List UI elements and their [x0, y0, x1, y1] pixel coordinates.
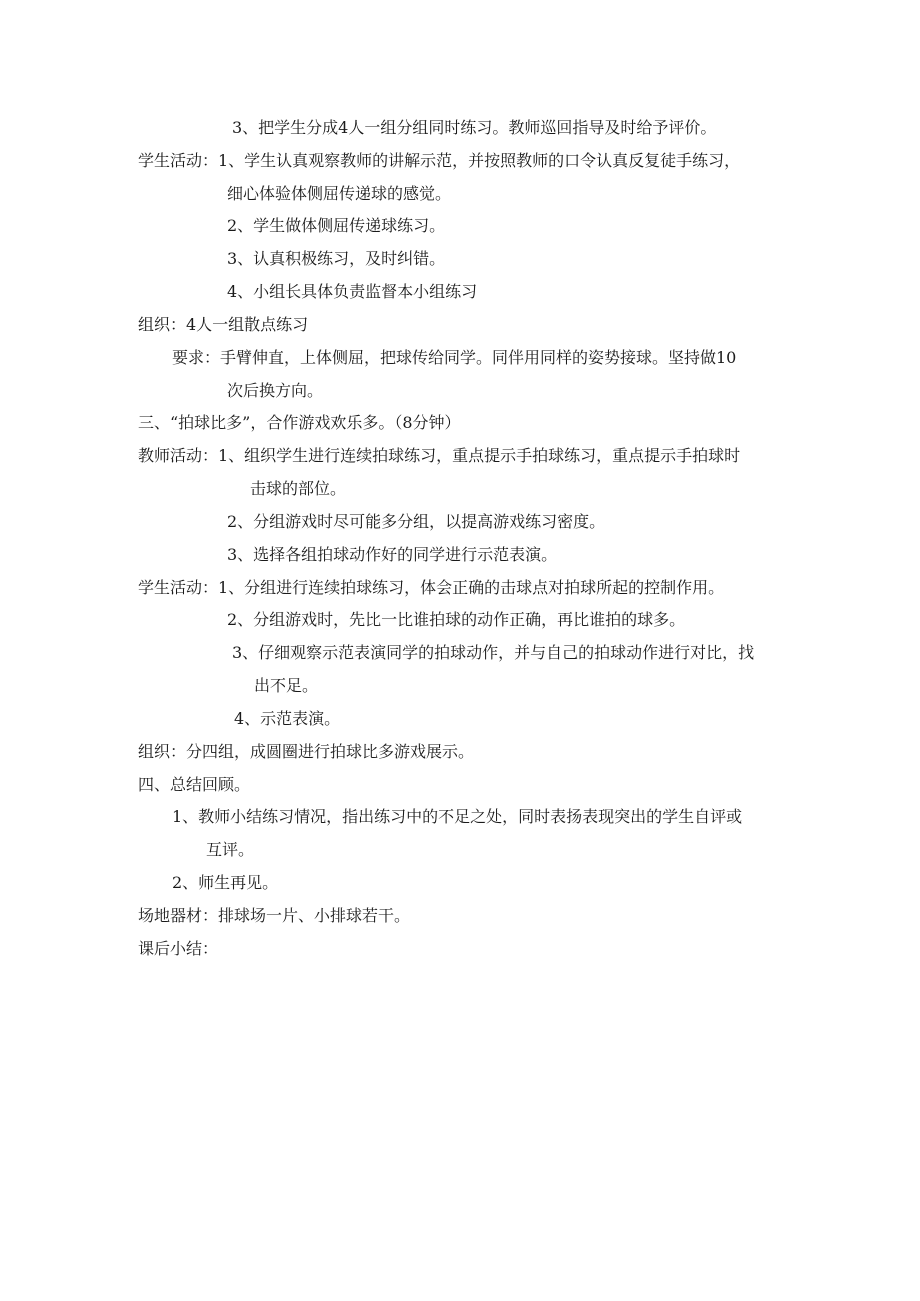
text-line: 3、仔细观察示范表演同学的拍球动作，并与自己的拍球动作进行对比，找 [232, 643, 755, 662]
text-line: 击球的部位。 [250, 479, 347, 498]
text-line: 2、师生再见。 [172, 873, 279, 892]
text-line: 组织：4人一组散点练习 [138, 315, 309, 334]
text-line: 出不足。 [254, 676, 319, 695]
text-line: 要求：手臂伸直，上体侧屈，把球传给同学。同伴用同样的姿势接球。坚持做10 [172, 348, 737, 367]
text-line: 4、示范表演。 [234, 709, 341, 728]
text-line: 互评。 [206, 840, 255, 859]
text-line: 场地器材：排球场一片、小排球若干。 [138, 906, 411, 925]
text-line: 2、分组游戏时，先比一比谁拍球的动作正确，再比谁拍的球多。 [227, 610, 686, 629]
text-line: 学生活动：1、分组进行连续拍球练习，体会正确的击球点对拍球所起的控制作用。 [138, 578, 725, 597]
text-line: 1、教师小结练习情况，指出练习中的不足之处，同时表扬表现突出的学生自评或 [172, 807, 743, 826]
text-line: 课后小结： [138, 939, 219, 958]
text-line: 3、选择各组拍球动作好的同学进行示范表演。 [227, 545, 558, 564]
text-line: 学生活动：1、学生认真观察教师的讲解示范，并按照教师的口令认真反复徒手练习， [138, 151, 741, 170]
text-line: 组织：分四组，成圆圈进行拍球比多游戏展示。 [138, 742, 475, 761]
section-heading: 四、总结回顾。 [138, 775, 251, 794]
section-heading: 三、“拍球比多”，合作游戏欢乐多。（8分钟） [138, 413, 461, 432]
text-line: 4、小组长具体负责监督本小组练习 [227, 282, 478, 301]
text-line: 2、学生做体侧屈传递球练习。 [227, 216, 446, 235]
text-line: 次后换方向。 [227, 381, 324, 400]
text-line: 3、认真积极练习，及时纠错。 [227, 249, 446, 268]
text-line: 细心体验体侧屈传递球的感觉。 [227, 184, 452, 203]
text-line: 3、把学生分成4人一组分组同时练习。教师巡回指导及时给予评价。 [232, 118, 717, 137]
text-line: 2、分组游戏时尽可能多分组，以提高游戏练习密度。 [227, 512, 606, 531]
text-line: 教师活动：1、组织学生进行连续拍球练习，重点提示手拍球练习，重点提示手拍球时 [138, 446, 741, 465]
